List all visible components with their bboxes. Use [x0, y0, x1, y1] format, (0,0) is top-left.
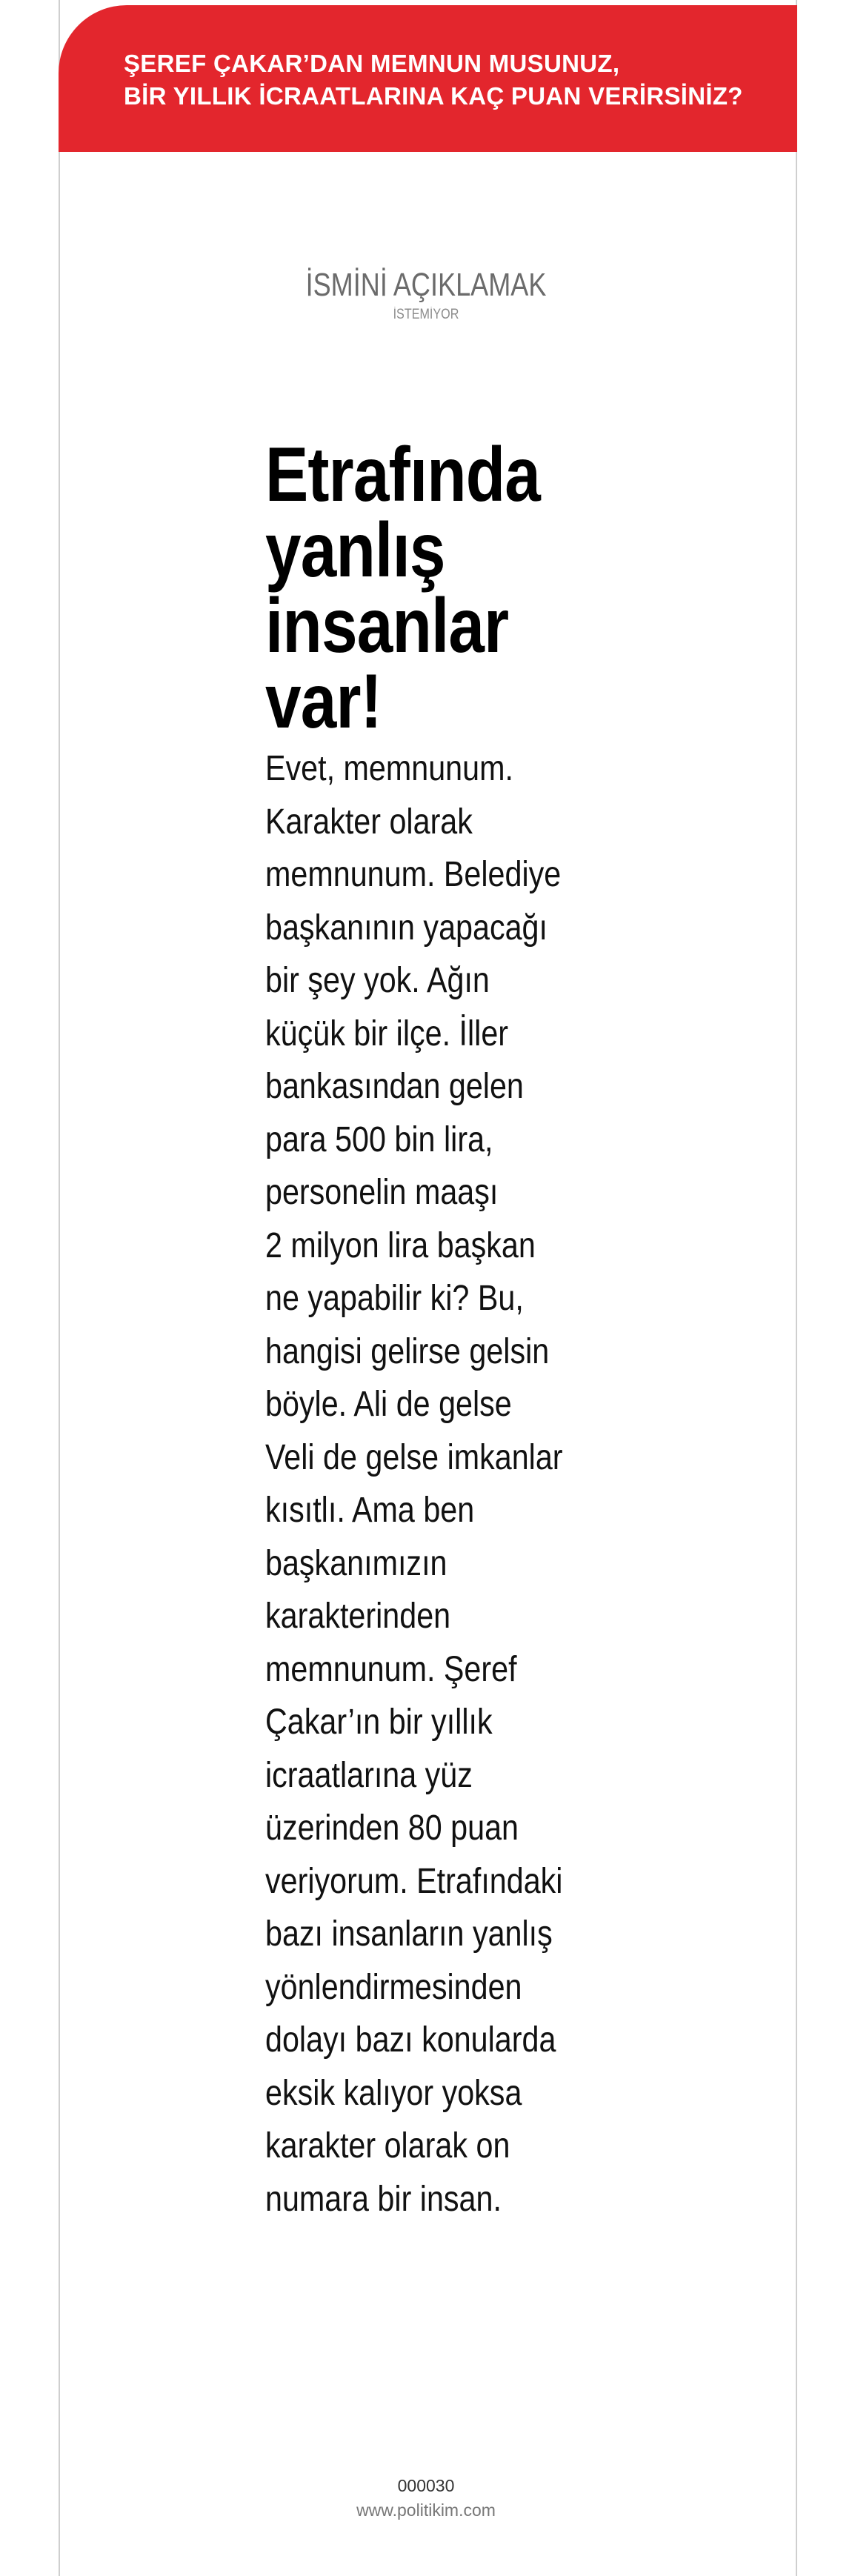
article: [265, 432, 606, 2226]
respondent-name: İSMİNİ AÇIKLAMAK: [305, 267, 547, 303]
body-line: dolayı bazı konularda: [265, 2020, 556, 2060]
body-line: üzerinden 80 puan: [265, 1808, 519, 1848]
body-line: Çakar’ın bir yıllık: [265, 1703, 493, 1742]
headline: Etrafında yanlış insanlar var!: [265, 432, 541, 745]
body-line: memnunum. Şeref: [265, 1649, 517, 1689]
article-body: [265, 742, 603, 2226]
body-line: para 500 bin lira,: [265, 1119, 493, 1159]
body-line: başkanımızın: [265, 1543, 447, 1583]
body-line: kısıtlı. Ama ben: [265, 1491, 475, 1530]
body-line: karakter olarak on: [265, 2126, 510, 2166]
body-line: ne yapabilir ki? Bu,: [265, 1279, 524, 1318]
body-line: Karakter olarak: [265, 802, 473, 842]
body-line: bazı insanların yanlış: [265, 1914, 553, 1954]
body-line: böyle. Ali de gelse: [265, 1385, 512, 1424]
body-line: küçük bir ilçe. İller: [265, 1014, 509, 1054]
body-line: numara bir insan.: [265, 2179, 502, 2219]
body-line: karakterinden: [265, 1597, 451, 1636]
body-line: hangisi gelirse gelsin: [265, 1331, 550, 1371]
website-link[interactable]: www.politikim.com: [356, 2500, 496, 2520]
respondent-status: İSTEMİYOR: [393, 307, 459, 322]
question-banner: [59, 5, 797, 152]
body-line: bir şey yok. Ağın: [265, 961, 490, 1000]
question-line-1: ŞEREF ÇAKAR’DAN MEMNUN MUSUNUZ,: [124, 50, 620, 77]
body-line: bankasından gelen: [265, 1067, 524, 1106]
body-line: icraatlarına yüz: [265, 1755, 473, 1795]
body-line: memnunum. Belediye: [265, 855, 562, 894]
question-line-2: BİR YILLIK İCRAATLARINA KAÇ PUAN VERİRSİNİZ?: [124, 82, 743, 110]
body-line: personelin maaşı: [265, 1173, 499, 1212]
body-line: başkanının yapacağı: [265, 908, 548, 948]
page-code: 000030: [397, 2476, 455, 2495]
body-line: yönlendirmesinden: [265, 1967, 522, 2007]
body-line: 2 milyon lira başkan: [265, 1225, 536, 1265]
body-line: Evet, memnunum.: [265, 749, 513, 788]
body-line: veriyorum. Etrafındaki: [265, 1861, 563, 1901]
body-line: eksik kalıyor yoksa: [265, 2073, 522, 2113]
body-line: Veli de gelse imkanlar: [265, 1437, 563, 1477]
